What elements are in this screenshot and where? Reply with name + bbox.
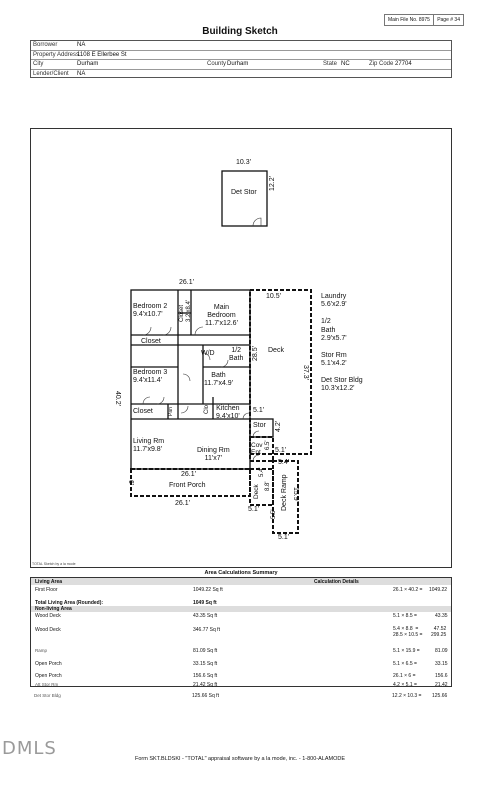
form-footer: Form SKT.BLDSKI - "TOTAL" appraisal software by a la mode, inc. - 1-800-ALAMODE <box>134 756 346 762</box>
row-name: Open Porch <box>35 661 62 667</box>
cov-ent-label: Cov Ent <box>251 442 263 457</box>
row-result: 33.15 <box>435 661 448 667</box>
small-deck-label: Deck <box>253 484 260 499</box>
row-calc: 4.2 × 5.1 = <box>393 682 417 688</box>
state-label: State <box>323 61 338 67</box>
city-label: City <box>33 61 44 67</box>
deck-width-label: 10.5' <box>266 293 281 300</box>
living-area-header <box>31 578 451 585</box>
row-name: Att Stor Rm <box>35 682 59 687</box>
address-value: 1108 E Ellerbee St <box>77 51 127 58</box>
bedroom2-label: Bedroom 2 9.4'x10.7' <box>133 303 168 319</box>
kitchen-label: Kitchen 9.4'x10' <box>216 405 240 421</box>
city-value: Durham <box>77 61 99 67</box>
cov-ent-depth-label: 6.5' <box>265 440 271 450</box>
front-porch-label: Front Porch <box>169 482 206 489</box>
porch-width-label: 26.1' <box>181 471 196 478</box>
cov-ent-width-label: 5.1' <box>275 447 287 454</box>
lender-row <box>31 70 451 80</box>
ramp-length-label: 15.9' <box>292 487 299 502</box>
address-row <box>31 51 451 61</box>
half-bath-label: 1/2 Bath <box>229 347 244 363</box>
row-result: 156.6 <box>435 673 448 679</box>
borrower-row <box>31 41 451 51</box>
row-calc: 5.1 × 6.5 = <box>393 661 417 667</box>
lender-label: Lender/Client <box>33 70 69 77</box>
lender-value: NA <box>77 70 86 77</box>
det-stor-row-name: Det Stor Bldg <box>34 693 61 698</box>
wd-label: W/D <box>201 350 215 357</box>
deck-length-label: 37.3' <box>302 365 309 380</box>
row-area: 346.77 Sq ft <box>193 627 220 633</box>
deck-label: Deck <box>268 347 284 354</box>
row-area: 21.42 Sq ft <box>193 682 218 688</box>
borrower-value: NA <box>77 42 86 48</box>
row-name: Ramp <box>35 648 48 653</box>
total-living-label: Total Living Area (Rounded): <box>35 600 104 606</box>
building-sketch-area <box>30 128 452 568</box>
clo-label: Clo <box>204 404 210 414</box>
row-result: 21.42 <box>435 682 448 688</box>
ramp-top-label: 5.4' <box>278 459 290 466</box>
stor-label: Stor <box>253 422 266 429</box>
row-area: 81.09 Sq ft <box>193 648 218 654</box>
det-stor-width-label: 10.3' <box>236 159 251 166</box>
zip-value: 27704 <box>395 61 412 67</box>
deck-depth-label: 28.5' <box>252 346 259 361</box>
county-value: Durham <box>227 61 249 67</box>
row-name: Open Porch <box>35 673 62 679</box>
county-label: County <box>207 61 227 67</box>
sketch-note: TOTAL Sketch by a la mode <box>32 562 76 566</box>
det-stor-row-area: 125.66 Sq ft <box>192 693 219 699</box>
property-header <box>30 40 452 78</box>
row-area: 33.15 Sq ft <box>193 661 218 667</box>
first-floor-total: 1049.22 <box>429 587 448 593</box>
first-floor-label: First Floor <box>35 587 58 593</box>
dining-room-label: Dining Rm 11'x7' <box>197 447 230 463</box>
file-info-box <box>384 14 464 26</box>
zip-label: Zip Code <box>369 61 394 67</box>
page-number: Page # 34 <box>437 17 460 23</box>
row-area: 156.6 Sq ft <box>193 673 218 679</box>
closet2-label: Closet <box>133 408 153 415</box>
pantry-label: Pan <box>168 407 174 416</box>
deck-ramp-label: Deck Ramp <box>281 474 288 511</box>
address-label: Property Address <box>33 51 80 58</box>
det-stor-row-result: 125.66 <box>432 693 448 699</box>
stor-depth-label: 4.2' <box>275 420 282 432</box>
ramp-bottom-label: 5.1' <box>278 534 290 541</box>
state-value: NC <box>341 61 350 67</box>
row-result: 43.35 <box>435 613 448 619</box>
main-bedroom-label: Main Bedroom 11.7'x12.6' <box>205 304 238 328</box>
summary-title: Area Calculations Summary <box>204 570 278 576</box>
small-deck-width-label: 5.4' <box>259 467 265 477</box>
row-calc: 26.1 × 6 = <box>393 673 416 679</box>
page-title: Building Sketch <box>202 26 278 37</box>
house-depth-label: 40.2' <box>114 391 121 406</box>
bedroom3-label: Bedroom 3 9.4'x11.4' <box>133 369 168 385</box>
room-legend: Laundry 5.6'x2.9' 1/2 Bath 2.9'x5.7' Stor Rm 5.1'x4.2' Det Stor Bldg 10.3'x12.2' <box>321 293 363 393</box>
main-file-number: Main File No. 8975 <box>385 15 434 25</box>
row-area: 43.35 Sq ft <box>193 613 218 619</box>
total-living-value: 1049 Sq ft <box>193 600 217 606</box>
area-summary <box>30 562 452 688</box>
non-living-header <box>31 606 451 612</box>
det-stor-name-label: Det Stor <box>231 189 257 196</box>
city-row <box>31 60 451 70</box>
kitchen-ext-label: 5.1' <box>253 407 265 414</box>
small-deck-bottom-label: 5.1' <box>248 506 260 513</box>
dmls-watermark: DMLS <box>2 738 57 759</box>
row-name: Wood Deck <box>35 627 61 633</box>
calc-details-heading: Calculation Details <box>314 578 359 585</box>
row-result: 81.09 <box>435 648 448 654</box>
row-result: 47.52 299.25 <box>431 626 447 638</box>
living-area-heading: Living Area <box>35 578 63 585</box>
porch-depth-label: 6' <box>127 480 134 486</box>
closet1-label: Closet <box>141 338 161 345</box>
borrower-label: Borrower <box>33 42 58 48</box>
first-floor-area: 1049.22 Sq ft <box>193 587 223 593</box>
non-living-heading: Non-living Area <box>35 606 72 612</box>
small-deck-length-label: 8.8' <box>265 481 271 491</box>
bath-label: Bath 11.7'x4.9' <box>204 372 234 388</box>
closet-vertical-label: Closet 3.2'x8.4' <box>179 300 192 322</box>
first-floor-calc: 26.1 × 40.2 = <box>393 587 423 593</box>
det-stor-row-calc: 12.2 × 10.3 = <box>392 693 422 699</box>
porch-bottom-label: 26.1' <box>175 500 190 507</box>
row-calc: 5.1 × 8.5 = <box>393 613 417 619</box>
row-calc: 5.4 × 8.8 = 28.5 × 10.5 = <box>393 626 423 638</box>
summary-table <box>30 577 452 687</box>
row-calc: 5.1 × 15.9 = <box>393 648 420 654</box>
living-room-label: Living Rm 11.7'x9.8' <box>133 438 165 454</box>
ramp-side-label: 5.5' <box>271 509 277 519</box>
house-width-label: 26.1' <box>179 279 194 286</box>
det-stor-height-label: 12.2' <box>269 176 276 191</box>
row-name: Wood Deck <box>35 613 61 619</box>
